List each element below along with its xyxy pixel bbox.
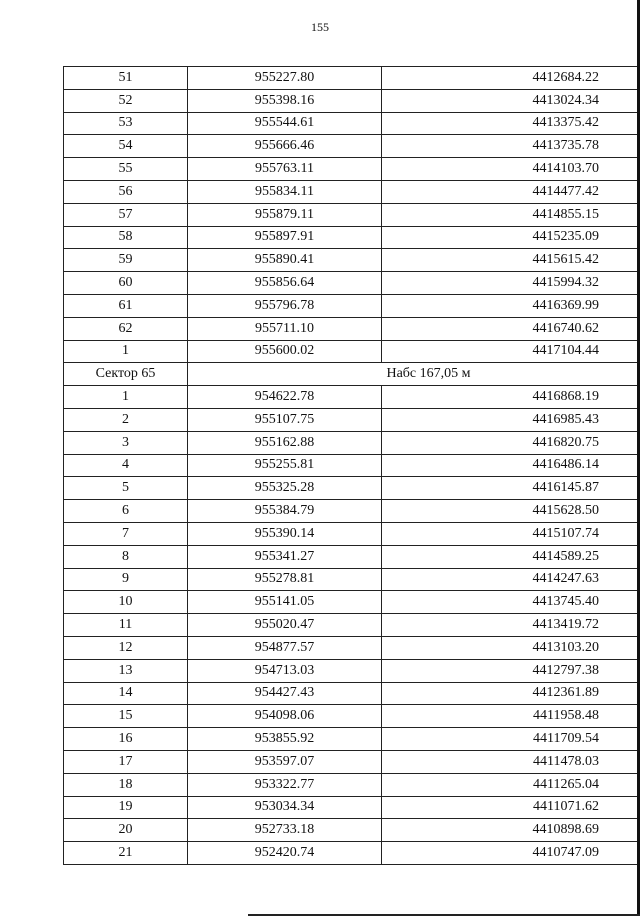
point-number-cell: 55 (64, 158, 188, 181)
coordinate-row (64, 728, 640, 751)
x-coordinate-cell: 952733.18 (188, 819, 382, 842)
page-number: 155 (311, 20, 329, 34)
point-number-cell: 57 (64, 203, 188, 226)
x-coordinate-cell: 955325.28 (188, 477, 382, 500)
y-coordinate-cell: 4412684.22 (382, 67, 640, 90)
point-number-cell: 56 (64, 180, 188, 203)
coordinate-row (64, 203, 640, 226)
coordinate-row (64, 112, 640, 135)
x-coordinate-cell: 955341.27 (188, 545, 382, 568)
y-coordinate-cell: 4414589.25 (382, 545, 640, 568)
x-coordinate-cell: 955544.61 (188, 112, 382, 135)
point-number-cell: 12 (64, 636, 188, 659)
y-coordinate-cell: 4414247.63 (382, 568, 640, 591)
point-number-cell: 19 (64, 796, 188, 819)
point-number-cell: 3 (64, 431, 188, 454)
coordinate-row (64, 773, 640, 796)
y-coordinate-cell: 4413745.40 (382, 591, 640, 614)
y-coordinate-cell: 4417104.44 (382, 340, 640, 363)
point-number-cell: 51 (64, 67, 188, 90)
point-number-cell: 54 (64, 135, 188, 158)
coordinate-row (64, 294, 640, 317)
y-coordinate-cell: 4415107.74 (382, 522, 640, 545)
coordinate-row (64, 408, 640, 431)
coordinate-row (64, 226, 640, 249)
point-number-cell: 8 (64, 545, 188, 568)
coordinate-row (64, 386, 640, 409)
point-number-cell: 13 (64, 659, 188, 682)
point-number-cell: 6 (64, 500, 188, 523)
point-number-cell: 62 (64, 317, 188, 340)
y-coordinate-cell: 4414477.42 (382, 180, 640, 203)
x-coordinate-cell: 955384.79 (188, 500, 382, 523)
coordinate-row (64, 545, 640, 568)
coordinate-row (64, 340, 640, 363)
point-number-cell: 58 (64, 226, 188, 249)
point-number-cell: 1 (64, 386, 188, 409)
point-number-cell: 53 (64, 112, 188, 135)
coordinate-row (64, 659, 640, 682)
point-number-cell: 9 (64, 568, 188, 591)
coordinate-row (64, 522, 640, 545)
x-coordinate-cell: 953855.92 (188, 728, 382, 751)
point-number-cell: 17 (64, 750, 188, 773)
x-coordinate-cell: 955398.16 (188, 89, 382, 112)
y-coordinate-cell: 4416868.19 (382, 386, 640, 409)
x-coordinate-cell: 955711.10 (188, 317, 382, 340)
coordinate-row (64, 705, 640, 728)
coordinate-row (64, 272, 640, 295)
y-coordinate-cell: 4415628.50 (382, 500, 640, 523)
point-number-cell: 14 (64, 682, 188, 705)
coordinate-row (64, 682, 640, 705)
y-coordinate-cell: 4412797.38 (382, 659, 640, 682)
coordinate-row (64, 454, 640, 477)
x-coordinate-cell: 955390.14 (188, 522, 382, 545)
x-coordinate-cell: 955890.41 (188, 249, 382, 272)
y-coordinate-cell: 4413735.78 (382, 135, 640, 158)
x-coordinate-cell: 955162.88 (188, 431, 382, 454)
x-coordinate-cell: 954098.06 (188, 705, 382, 728)
x-coordinate-cell: 955600.02 (188, 340, 382, 363)
point-number-cell: 16 (64, 728, 188, 751)
point-number-cell: 7 (64, 522, 188, 545)
coordinate-row (64, 67, 640, 90)
x-coordinate-cell: 953322.77 (188, 773, 382, 796)
x-coordinate-cell: 955227.80 (188, 67, 382, 90)
point-number-cell: 11 (64, 614, 188, 637)
x-coordinate-cell: 954713.03 (188, 659, 382, 682)
point-number-cell: 21 (64, 842, 188, 865)
coordinates-table (63, 66, 640, 865)
coordinate-row (64, 317, 640, 340)
x-coordinate-cell: 953597.07 (188, 750, 382, 773)
point-number-cell: 18 (64, 773, 188, 796)
y-coordinate-cell: 4415615.42 (382, 249, 640, 272)
x-coordinate-cell: 955666.46 (188, 135, 382, 158)
x-coordinate-cell: 954877.57 (188, 636, 382, 659)
x-coordinate-cell: 952420.74 (188, 842, 382, 865)
y-coordinate-cell: 4413375.42 (382, 112, 640, 135)
coordinate-row (64, 477, 640, 500)
coordinate-row (64, 158, 640, 181)
coordinate-row (64, 614, 640, 637)
y-coordinate-cell: 4415994.32 (382, 272, 640, 295)
sector-elevation: Набс 167,05 м (188, 363, 640, 386)
x-coordinate-cell: 955107.75 (188, 408, 382, 431)
x-coordinate-cell: 954427.43 (188, 682, 382, 705)
coordinate-row (64, 591, 640, 614)
point-number-cell: 59 (64, 249, 188, 272)
coordinate-row (64, 431, 640, 454)
point-number-cell: 60 (64, 272, 188, 295)
point-number-cell: 10 (64, 591, 188, 614)
point-number-cell: 4 (64, 454, 188, 477)
coordinate-row (64, 500, 640, 523)
y-coordinate-cell: 4412361.89 (382, 682, 640, 705)
x-coordinate-cell: 955856.64 (188, 272, 382, 295)
y-coordinate-cell: 4416740.62 (382, 317, 640, 340)
x-coordinate-cell: 955141.05 (188, 591, 382, 614)
coordinate-row (64, 135, 640, 158)
point-number-cell: 1 (64, 340, 188, 363)
y-coordinate-cell: 4411709.54 (382, 728, 640, 751)
y-coordinate-cell: 4413103.20 (382, 636, 640, 659)
point-number-cell: 2 (64, 408, 188, 431)
y-coordinate-cell: 4413024.34 (382, 89, 640, 112)
x-coordinate-cell: 954622.78 (188, 386, 382, 409)
y-coordinate-cell: 4413419.72 (382, 614, 640, 637)
x-coordinate-cell: 955796.78 (188, 294, 382, 317)
point-number-cell: 20 (64, 819, 188, 842)
y-coordinate-cell: 4416820.75 (382, 431, 640, 454)
y-coordinate-cell: 4416145.87 (382, 477, 640, 500)
x-coordinate-cell: 955020.47 (188, 614, 382, 637)
coordinate-row (64, 249, 640, 272)
x-coordinate-cell: 955879.11 (188, 203, 382, 226)
sector-label: Сектор 65 (64, 363, 188, 386)
y-coordinate-cell: 4416369.99 (382, 294, 640, 317)
x-coordinate-cell: 953034.34 (188, 796, 382, 819)
coordinate-row (64, 819, 640, 842)
y-coordinate-cell: 4411478.03 (382, 750, 640, 773)
coordinate-row (64, 796, 640, 819)
y-coordinate-cell: 4411958.48 (382, 705, 640, 728)
coordinate-row (64, 568, 640, 591)
y-coordinate-cell: 4411071.62 (382, 796, 640, 819)
y-coordinate-cell: 4414103.70 (382, 158, 640, 181)
point-number-cell: 52 (64, 89, 188, 112)
y-coordinate-cell: 4410898.69 (382, 819, 640, 842)
point-number-cell: 5 (64, 477, 188, 500)
coordinate-row (64, 180, 640, 203)
coordinate-row (64, 842, 640, 865)
x-coordinate-cell: 955255.81 (188, 454, 382, 477)
y-coordinate-cell: 4414855.15 (382, 203, 640, 226)
y-coordinate-cell: 4416486.14 (382, 454, 640, 477)
y-coordinate-cell: 4415235.09 (382, 226, 640, 249)
coordinate-row (64, 636, 640, 659)
point-number-cell: 15 (64, 705, 188, 728)
point-number-cell: 61 (64, 294, 188, 317)
x-coordinate-cell: 955763.11 (188, 158, 382, 181)
x-coordinate-cell: 955897.91 (188, 226, 382, 249)
sector-header-row (64, 363, 640, 386)
y-coordinate-cell: 4411265.04 (382, 773, 640, 796)
coordinates-table-body (64, 67, 640, 865)
y-coordinate-cell: 4410747.09 (382, 842, 640, 865)
x-coordinate-cell: 955278.81 (188, 568, 382, 591)
coordinate-row (64, 750, 640, 773)
y-coordinate-cell: 4416985.43 (382, 408, 640, 431)
x-coordinate-cell: 955834.11 (188, 180, 382, 203)
coordinate-row (64, 89, 640, 112)
